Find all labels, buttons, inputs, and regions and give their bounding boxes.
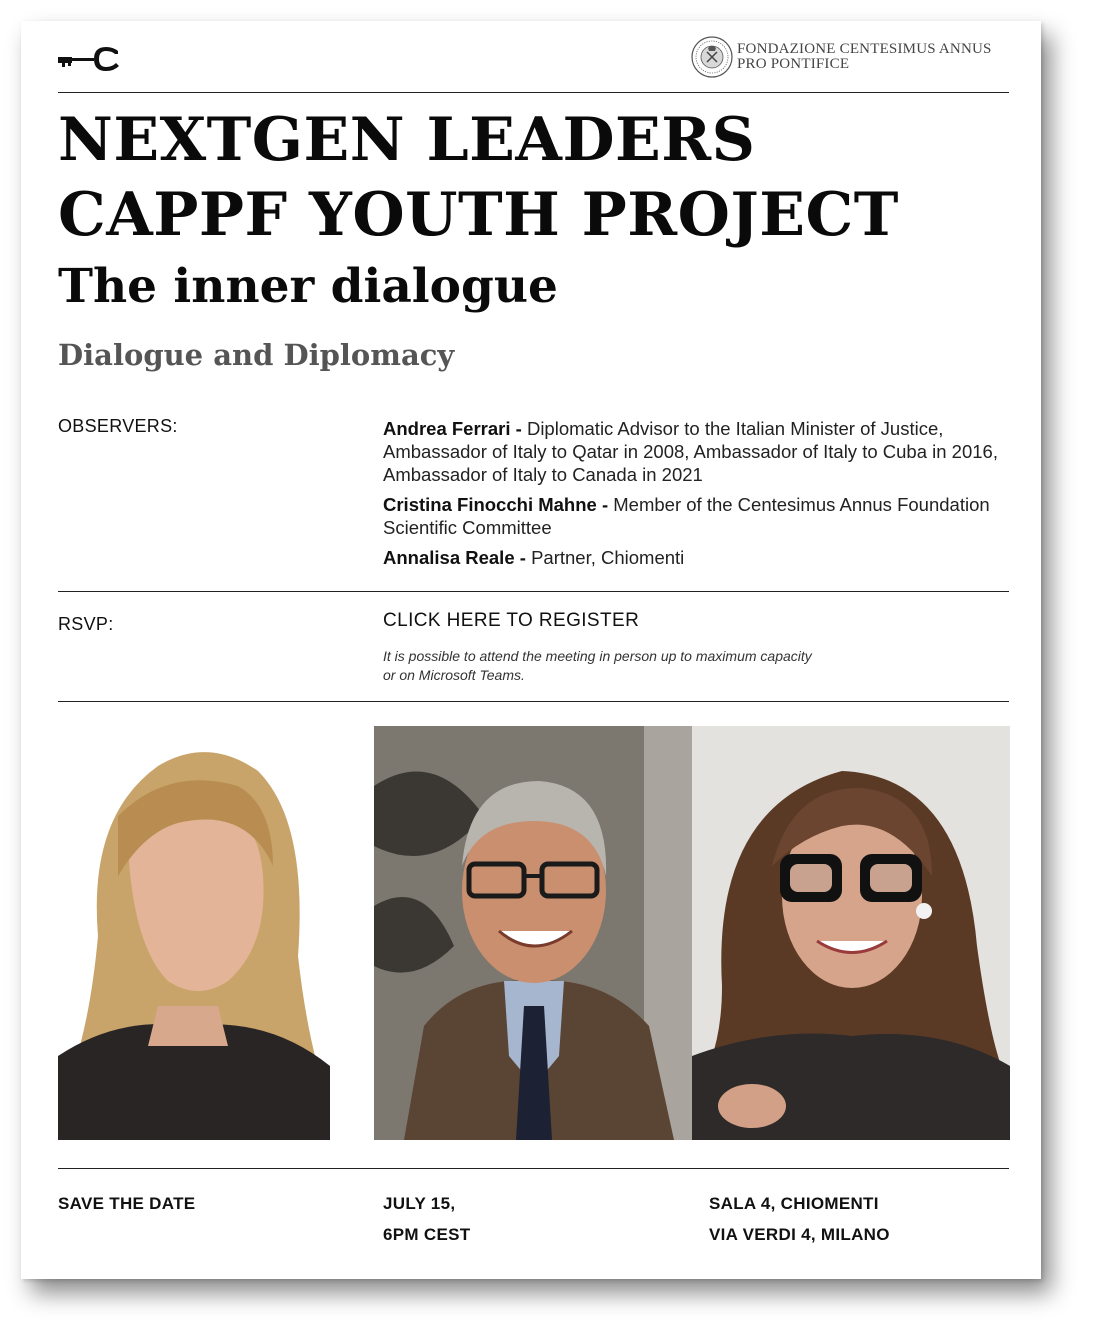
- observer-role: Partner, Chiomenti: [531, 547, 685, 568]
- observer-photo-2: [374, 726, 692, 1140]
- header-divider: [58, 92, 1009, 93]
- foundation-line2: PRO PONTIFICE: [737, 56, 850, 72]
- observer-name: Annalisa Reale: [383, 547, 515, 568]
- portrait-man-glasses: [374, 726, 692, 1140]
- rsvp-divider: [58, 701, 1009, 702]
- attendance-note-line2: or on Microsoft Teams.: [383, 667, 525, 683]
- event-date-line1: JULY 15,: [383, 1194, 456, 1213]
- event-venue: [709, 1188, 890, 1250]
- foundation-line1: FONDAZIONE CENTESIMUS ANNUS: [737, 41, 992, 57]
- attendance-note-line1: It is possible to attend the meeting in person up to maximum capacity: [383, 648, 812, 664]
- observer-item: [383, 493, 1003, 539]
- photos-divider: [58, 1168, 1009, 1169]
- event-tagline: Dialogue and Diplomacy: [58, 338, 455, 372]
- rsvp-label: RSVP:: [58, 614, 114, 634]
- observer-separator: -: [596, 494, 614, 515]
- title-line1: NEXTGEN LEADERS: [58, 105, 756, 175]
- observer-name: Andrea Ferrari: [383, 418, 511, 439]
- event-flyer: [21, 21, 1041, 1279]
- observers-divider: [58, 591, 1009, 592]
- portrait-blonde-woman: [58, 726, 330, 1140]
- foundation-seal-icon: [691, 36, 733, 78]
- observer-role: Diplomatic Advisor to the Italian Minister of Justice, Ambassador of Italy to Qatar in 2008, Ambassador of Italy to Cuba in 2016, Ambassador of Italy to Canada in 2021: [383, 418, 998, 485]
- register-link[interactable]: CLICK HERE TO REGISTER: [383, 610, 640, 631]
- observer-item: [383, 546, 1003, 569]
- attendance-note: [383, 647, 903, 685]
- foundation-name: [737, 42, 992, 72]
- title-line2: CAPPF YOUTH PROJECT: [58, 180, 899, 250]
- event-venue-line1: SALA 4, CHIOMENTI: [709, 1194, 879, 1213]
- observer-name: Cristina Finocchi Mahne: [383, 494, 597, 515]
- event-time-line2: 6PM CEST: [383, 1225, 471, 1244]
- observer-item: [383, 417, 1003, 486]
- event-date: [383, 1188, 470, 1250]
- observers-list: [383, 417, 1003, 576]
- event-venue-line2: VIA VERDI 4, MILANO: [709, 1225, 890, 1244]
- save-the-date: SAVE THE DATE: [58, 1194, 196, 1213]
- observer-role: Member of the Centesimus Annus Foundation Scientific Committee: [383, 494, 990, 538]
- observer-photo-1: [58, 726, 330, 1140]
- portrait-woman-glasses: [692, 726, 1010, 1140]
- observer-photo-3: [692, 726, 1010, 1140]
- observers-label: OBSERVERS:: [58, 416, 178, 436]
- observer-separator: -: [514, 547, 532, 568]
- key-c-logo-icon: [58, 45, 122, 73]
- event-subtitle: The inner dialogue: [58, 259, 558, 314]
- observer-separator: -: [510, 418, 527, 439]
- foundation-logo: [691, 35, 1021, 79]
